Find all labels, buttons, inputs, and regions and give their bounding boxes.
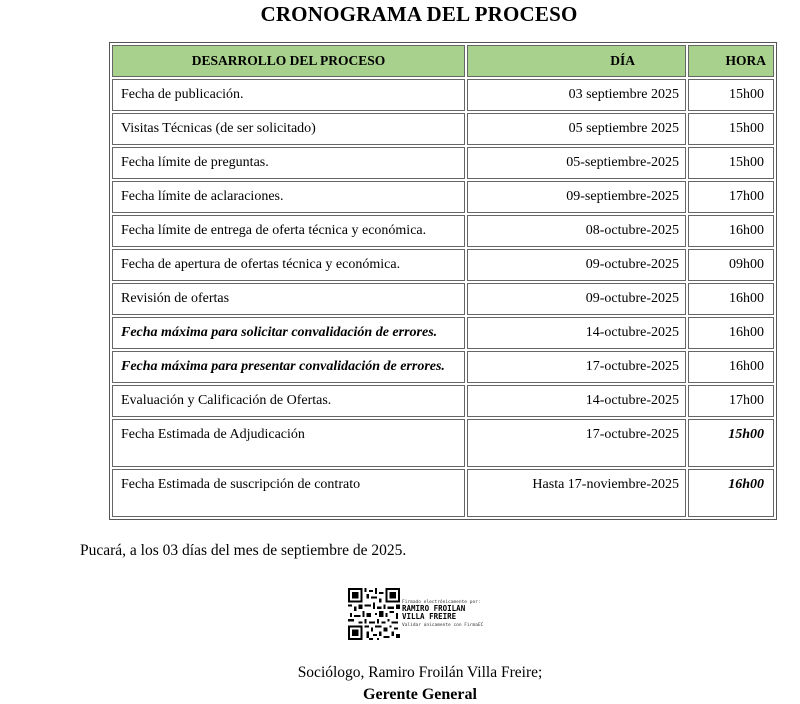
day-text: 17-octubre-2025 <box>585 359 679 374</box>
table-row <box>112 249 774 281</box>
day-cell <box>467 215 686 247</box>
table-row <box>112 147 774 179</box>
hour-text: 16h00 <box>729 223 764 238</box>
schedule-table-wrapper <box>109 42 777 520</box>
table-header-row <box>112 45 774 77</box>
activity-text: Visitas Técnicas (de ser solicitado) <box>121 121 316 136</box>
activity-text: Revisión de ofertas <box>121 291 230 306</box>
activity-text: Fecha límite de entrega de oferta técnica y económica. <box>121 223 427 238</box>
activity-text: Fecha de apertura de ofertas técnica y económica. <box>121 257 401 272</box>
activity-text: Fecha límite de aclaraciones. <box>121 189 284 204</box>
day-text: 14-octubre-2025 <box>585 325 679 340</box>
activity-cell <box>112 249 465 281</box>
table-row <box>112 79 774 111</box>
table-row <box>112 385 774 417</box>
signer-role: Gerente General <box>363 686 477 703</box>
header-activity: DESARROLLO DEL PROCESO <box>112 45 465 77</box>
day-text: Hasta 17-noviembre-2025 <box>532 477 679 492</box>
day-cell <box>467 385 686 417</box>
hour-text: 15h00 <box>729 121 764 136</box>
hour-cell <box>688 79 774 111</box>
day-text: 05-septiembre-2025 <box>566 155 679 170</box>
hour-cell <box>688 317 774 349</box>
day-cell <box>467 79 686 111</box>
hour-text: 16h00 <box>729 359 764 374</box>
hour-cell <box>688 181 774 213</box>
day-text: 17-octubre-2025 <box>585 427 679 442</box>
hour-text: 17h00 <box>729 189 764 204</box>
hour-cell <box>688 249 774 281</box>
activity-cell <box>112 79 465 111</box>
activity-text: Fecha Estimada de suscripción de contrato <box>121 477 361 492</box>
hour-cell <box>688 469 774 517</box>
activity-text: Fecha Estimada de Adjudicación <box>121 427 305 442</box>
day-text: 03 septiembre 2025 <box>568 87 679 102</box>
signature-name-line2: VILLA FREIRE <box>402 612 457 621</box>
activity-cell <box>112 385 465 417</box>
hour-text: 16h00 <box>729 325 764 340</box>
signature-validate-note: Validar únicamente con FirmaEC <box>402 623 484 628</box>
table-row <box>112 419 774 467</box>
hour-text: 16h00 <box>728 477 764 492</box>
hour-text: 16h00 <box>729 291 764 306</box>
hour-text: 15h00 <box>729 87 764 102</box>
day-cell <box>467 419 686 467</box>
day-cell <box>467 147 686 179</box>
table-row <box>112 113 774 145</box>
signature-name-line1: RAMIRO FROILAN <box>402 604 466 613</box>
table-row <box>112 469 774 517</box>
hour-text: 15h00 <box>729 155 764 170</box>
place-and-date: Pucará, a los 03 días del mes de septiembre de 2025. <box>80 542 407 559</box>
day-text: 14-octubre-2025 <box>585 393 679 408</box>
activity-cell <box>112 147 465 179</box>
activity-cell <box>112 317 465 349</box>
hour-text: 09h00 <box>729 257 764 272</box>
day-cell <box>467 113 686 145</box>
day-cell <box>467 469 686 517</box>
signature-signed-by: Firmado electrónicamente por: <box>402 600 481 605</box>
hour-cell <box>688 113 774 145</box>
day-text: 05 septiembre 2025 <box>568 121 679 136</box>
activity-text: Fecha de publicación. <box>121 87 244 102</box>
qr-code-icon <box>348 588 400 640</box>
table-row <box>112 181 774 213</box>
activity-cell <box>112 351 465 383</box>
activity-text: Fecha máxima para presentar convalidación de errores. <box>121 359 445 374</box>
hour-cell <box>688 351 774 383</box>
activity-cell <box>112 113 465 145</box>
hour-cell <box>688 215 774 247</box>
activity-cell <box>112 215 465 247</box>
day-text: 09-octubre-2025 <box>585 257 679 272</box>
hour-cell <box>688 385 774 417</box>
hour-cell <box>688 419 774 467</box>
day-text: 08-octubre-2025 <box>585 223 679 238</box>
signer-name: Sociólogo, Ramiro Froilán Villa Freire; <box>297 664 543 681</box>
hour-cell <box>688 147 774 179</box>
activity-text: Evaluación y Calificación de Ofertas. <box>121 393 332 408</box>
table-row <box>112 351 774 383</box>
day-text: 09-septiembre-2025 <box>566 189 679 204</box>
table-row <box>112 215 774 247</box>
header-day: DÍA <box>467 45 686 77</box>
activity-text: Fecha máxima para solicitar convalidación de errores. <box>121 325 438 340</box>
table-row <box>112 283 774 315</box>
hour-text: 15h00 <box>728 427 764 442</box>
day-cell <box>467 317 686 349</box>
page-title: CRONOGRAMA DEL PROCESO <box>260 2 578 26</box>
day-cell <box>467 249 686 281</box>
schedule-table <box>109 42 777 520</box>
hour-cell <box>688 283 774 315</box>
activity-cell <box>112 283 465 315</box>
day-text: 09-octubre-2025 <box>585 291 679 306</box>
hour-text: 17h00 <box>729 393 764 408</box>
activity-cell <box>112 181 465 213</box>
activity-cell <box>112 419 465 467</box>
day-cell <box>467 351 686 383</box>
activity-cell <box>112 469 465 517</box>
day-cell <box>467 283 686 315</box>
day-cell <box>467 181 686 213</box>
activity-text: Fecha límite de preguntas. <box>121 155 269 170</box>
table-row <box>112 317 774 349</box>
signature-name <box>402 605 465 621</box>
header-hour: HORA <box>688 45 774 77</box>
